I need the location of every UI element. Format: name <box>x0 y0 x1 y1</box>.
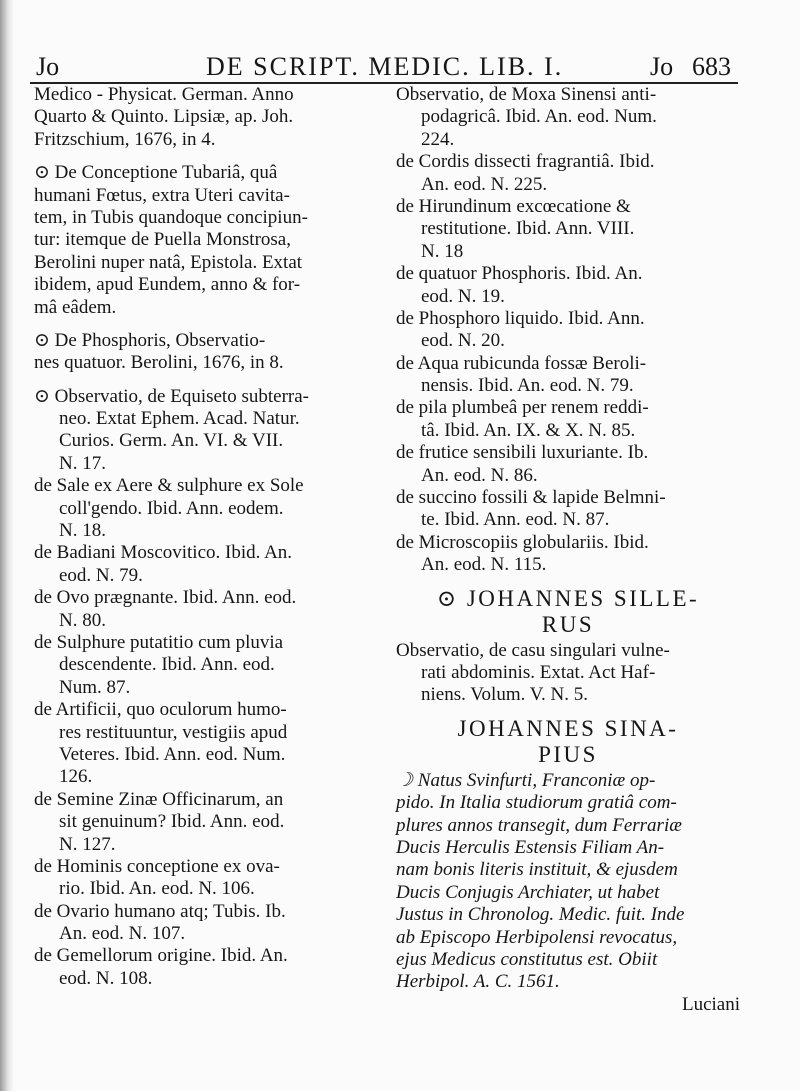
text-line: rio. Ibid. An. eod. N. 106. <box>59 878 255 900</box>
sub-item <box>396 196 740 263</box>
text-line: sit genuinum? Ibid. Ann. eod. <box>59 811 285 833</box>
sub-item <box>34 587 374 632</box>
text-line: humani Fœtus, extra Uteri cavita- <box>34 184 290 206</box>
text-line: de quatuor Phosphoris. Ibid. An. <box>396 263 643 285</box>
text-line: Ducis Conjugis Archiater, ut habet <box>396 881 660 903</box>
text-line: plures annos transegit, dum Ferrariæ <box>396 814 682 836</box>
text-line: ab Episcopo Herbipolensi revocatus, <box>396 926 678 948</box>
author-heading-cont: PIUS <box>538 741 598 767</box>
text-line: eod. N. 19. <box>421 285 505 307</box>
text-line: de Microscopiis globulariis. Ibid. <box>396 531 649 553</box>
text-line: Medico - Physicat. German. Anno <box>34 84 294 105</box>
author-heading: ⊙ JOHANNES SILLE- <box>436 585 700 611</box>
text-line: de Artificii, quo oculorum humo- <box>34 699 287 721</box>
text-line: ☽ Natus Svinfurti, Franconiæ op- <box>396 769 656 791</box>
sub-item <box>34 856 374 901</box>
author-entry-sinapius <box>396 715 740 994</box>
text-line: Observatio, de casu singulari vulne- <box>396 639 670 661</box>
text-line: de Badiani Moscovitico. Ibid. An. <box>34 542 293 564</box>
binding-shadow <box>0 0 14 1091</box>
text-line: nes quatuor. Berolini, 1676, in 8. <box>34 352 284 374</box>
text-line: N. 18. <box>59 520 106 542</box>
text-line: descendente. Ibid. Ann. eod. <box>59 654 275 676</box>
text-line: Ducis Herculis Estensis Filiam An- <box>396 836 665 858</box>
text-line: 224. <box>421 128 455 150</box>
sub-item <box>34 901 374 946</box>
text-line: de Ovo prægnante. Ibid. Ann. eod. <box>34 587 297 609</box>
text-line: tâ. Ibid. An. IX. & X. N. 85. <box>421 419 636 441</box>
header-left-abbr: Jo <box>36 52 60 81</box>
header-right-abbr: Jo <box>650 52 674 81</box>
text-line: An. eod. N. 86. <box>421 464 538 486</box>
sub-item <box>396 397 740 442</box>
catchword: Luciani <box>681 993 740 1015</box>
sub-item <box>34 475 374 542</box>
sub-item <box>396 308 740 353</box>
author-heading-cont: RUS <box>541 611 595 637</box>
author-entry-sillerus <box>396 585 740 707</box>
sub-item <box>396 84 740 151</box>
author-heading: JOHANNES SINA- <box>457 715 679 741</box>
text-line: Quarto & Quinto. Lipsiæ, ap. Joh. <box>34 106 294 128</box>
text-line: de pila plumbeâ per renem reddi- <box>396 397 649 419</box>
text-line: coll'gendo. Ibid. Ann. eodem. <box>59 497 284 519</box>
text-line: tur: itemque de Puella Monstrosa, <box>34 229 291 251</box>
text-line: eod. N. 79. <box>59 564 143 586</box>
sub-item <box>34 945 374 990</box>
sub-item <box>396 532 740 577</box>
sub-item <box>34 542 374 587</box>
text-line: eod. N. 108. <box>59 967 153 989</box>
right-column <box>396 84 740 1016</box>
text-line: de Phosphoro liquido. Ibid. Ann. <box>396 307 645 329</box>
entry-conceptione-tubaria <box>34 162 374 319</box>
text-line: de frutice sensibili luxuriante. Ib. <box>396 442 649 464</box>
sub-item <box>34 632 374 699</box>
entry-observatio-equiseto <box>34 386 374 476</box>
sub-item <box>34 699 374 789</box>
text-line: res restituuntur, vestigiis apud <box>59 721 288 743</box>
sub-item <box>396 263 740 308</box>
sub-item <box>396 442 740 487</box>
text-line: 126. <box>59 766 93 788</box>
text-line: An. eod. N. 115. <box>421 554 547 576</box>
text-line: N. 18 <box>421 240 464 262</box>
sub-item <box>396 353 740 398</box>
text-line: ⊙ Observatio, de Equiseto subterra- <box>34 385 309 407</box>
running-header <box>36 50 736 82</box>
sub-item <box>34 789 374 856</box>
text-line: N. 17. <box>59 452 106 474</box>
text-line: de Aqua rubicunda fossæ Beroli- <box>396 352 647 374</box>
text-line: Fritzschium, 1676, in 4. <box>34 128 216 150</box>
text-line: Observatio, de Moxa Sinensi anti- <box>396 84 657 105</box>
biography-text <box>396 770 740 994</box>
text-line: tem, in Tubis quandoque concipiun- <box>34 206 308 228</box>
text-line: Curios. Germ. An. VI. & VII. <box>59 430 284 452</box>
text-line: de Hominis conceptione ex ova- <box>34 855 280 877</box>
text-line: nam bonis literis instituit, & ejusdem <box>396 859 678 881</box>
text-line: eod. N. 20. <box>421 330 505 352</box>
intro-text <box>34 84 374 151</box>
text-line: te. Ibid. Ann. eod. N. 87. <box>421 509 610 531</box>
text-line: ibidem, apud Eundem, anno & for- <box>34 274 301 296</box>
text-line: Veteres. Ibid. Ann. eod. Num. <box>59 743 286 765</box>
page-number: 683 <box>692 52 731 81</box>
text-line: An. eod. N. 225. <box>421 173 548 195</box>
text-line: de Sulphure putatitio cum pluvia <box>34 631 284 653</box>
text-line: N. 80. <box>59 609 106 631</box>
text-line: mâ eâdem. <box>34 296 117 318</box>
text-line: de Sale ex Aere & sulphure ex Sole <box>34 475 304 497</box>
text-line: N. 127. <box>59 833 116 855</box>
left-column <box>34 84 374 990</box>
text-line: neo. Extat Ephem. Acad. Natur. <box>59 408 300 430</box>
text-line: podagricâ. Ibid. An. eod. Num. <box>421 106 657 128</box>
text-line: An. eod. N. 107. <box>59 923 186 945</box>
text-line: de Gemellorum origine. Ibid. An. <box>34 945 288 967</box>
text-line: Berolini nuper natâ, Epistola. Extat <box>34 251 303 273</box>
header-title: DE SCRIPT. MEDIC. LIB. I. <box>206 52 564 81</box>
entry-phosphoris <box>34 330 374 375</box>
text-line: ⊙ De Phosphoris, Observatio- <box>34 329 266 351</box>
text-line: niens. Volum. V. N. 5. <box>421 684 588 706</box>
text-line: ejus Medicus constitutus est. Obiit <box>396 948 658 970</box>
sub-item <box>396 151 740 196</box>
text-line: ⊙ De Conceptione Tubariâ, quâ <box>34 162 278 184</box>
sub-item <box>396 487 740 532</box>
text-line: de Ovario humano atq; Tubis. Ib. <box>34 900 286 922</box>
text-line: Herbipol. A. C. 1561. <box>396 971 560 993</box>
text-line: de succino fossili & lapide Belmni- <box>396 487 666 509</box>
text-line: de Hirundinum excœcatione & <box>396 195 631 217</box>
text-line: de Cordis dissecti fragrantiâ. Ibid. <box>396 151 655 173</box>
text-line: pido. In Italia studiorum gratiâ com- <box>396 792 677 814</box>
text-line: nensis. Ibid. An. eod. N. 79. <box>421 375 634 397</box>
text-line: restitutione. Ibid. Ann. VIII. <box>421 218 635 240</box>
text-line: Num. 87. <box>59 676 131 698</box>
text-line: rati abdominis. Extat. Act Haf- <box>421 661 656 683</box>
text-line: de Semine Zinæ Officinarum, an <box>34 788 284 810</box>
text-line: Justus in Chronolog. Medic. fuit. Inde <box>396 904 685 926</box>
